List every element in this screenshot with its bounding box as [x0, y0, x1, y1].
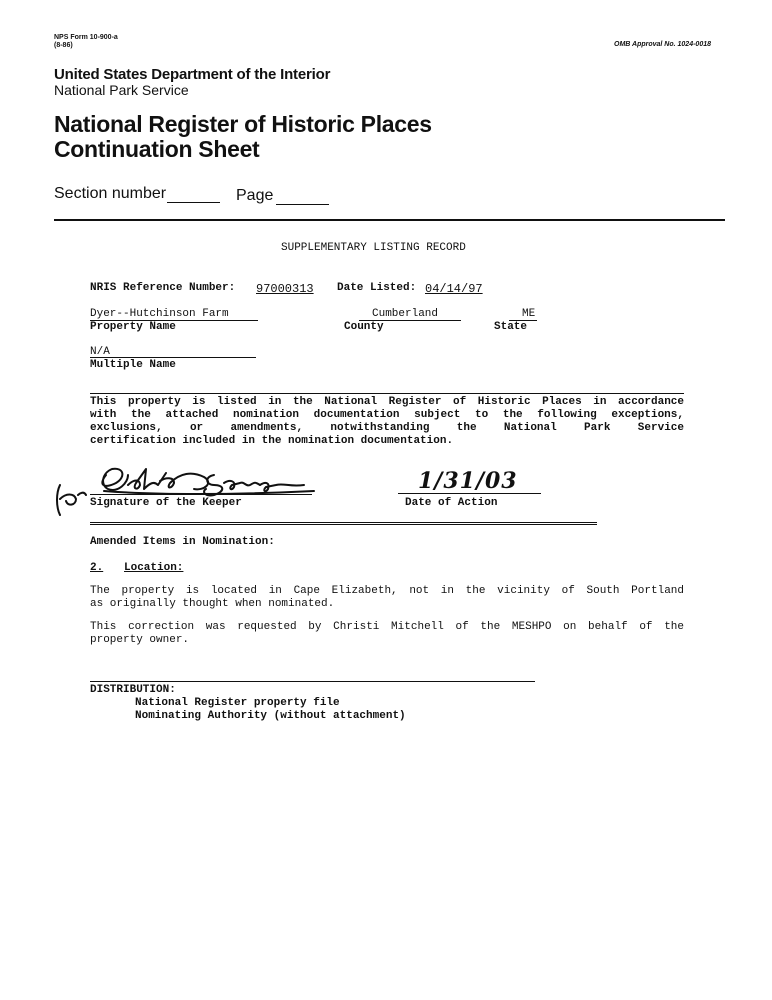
listing-statement — [90, 396, 684, 448]
date-of-action-label: Date of Action — [405, 497, 498, 509]
form-number — [54, 34, 118, 50]
distribution-heading: DISTRIBUTION: — [90, 684, 176, 696]
property-name-label: Property Name — [90, 321, 176, 333]
service-name: National Park Service — [54, 82, 189, 98]
distribution-rule — [90, 681, 535, 682]
amendment-1-line-1: The property is located in Cape Elizabeth, not in the vicinity of South Portland — [90, 585, 684, 597]
multiple-name-underline — [90, 357, 256, 358]
nris-label: NRIS Reference Number: — [90, 282, 236, 294]
page-label: Page — [236, 187, 274, 204]
county-value: Cumberland — [372, 308, 439, 320]
property-name-value: Dyer--Hutchinson Farm — [90, 308, 229, 320]
amendment-paragraph-1 — [90, 585, 684, 611]
amendment-2-line-2: property owner. — [90, 634, 190, 646]
state-label: State — [494, 321, 528, 333]
document-title: National Register of Historic Places — [54, 111, 432, 137]
nris-value: 97000313 — [256, 282, 314, 296]
item-title: Location: — [124, 562, 184, 574]
section-number-blank — [167, 202, 220, 203]
distribution-item: National Register property file — [135, 697, 340, 709]
county-label: County — [344, 321, 384, 333]
keeper-label: Signature of the Keeper — [90, 497, 242, 509]
page-number-blank — [276, 204, 329, 205]
keeper-signature — [54, 455, 324, 527]
form-date-text: (8-86) — [54, 42, 73, 49]
record-heading: SUPPLEMENTARY LISTING RECORD — [281, 242, 466, 254]
state-value: ME — [522, 308, 536, 320]
date-of-action-value: 1/31/03 — [418, 468, 518, 494]
signature-line — [90, 494, 312, 495]
omb-approval: OMB Approval No. 1024-0018 — [614, 41, 711, 48]
section-number-label: Section number — [54, 185, 167, 202]
statement-line-1: This property is listed in the National Register of Historic Places in accordance — [90, 396, 684, 408]
signature-separator — [90, 522, 597, 525]
department-name: United States Department of the Interior — [54, 66, 331, 83]
amended-items-heading: Amended Items in Nomination: — [90, 536, 275, 548]
amendment-paragraph-2 — [90, 621, 684, 647]
statement-rule — [90, 393, 684, 394]
date-listed-label: Date Listed: — [337, 282, 417, 294]
header-rule — [54, 219, 725, 221]
multiple-name-value: N/A — [90, 346, 110, 358]
date-listed-value: 04/14/97 — [425, 282, 483, 296]
statement-line-2: with the attached nomination documentation subject to the following exceptions, — [90, 409, 684, 421]
item-number: 2. — [90, 562, 104, 574]
multiple-name-label: Multiple Name — [90, 359, 176, 371]
amendment-2-line-1: This correction was requested by Christi Mitchell of the MESHPO on behalf of the — [90, 621, 684, 633]
date-of-action-line — [398, 493, 541, 494]
distribution-item: Nominating Authority (without attachment) — [135, 710, 406, 722]
statement-line-3: exclusions, or amendments, notwithstanding the National Park Service — [90, 422, 684, 434]
amendment-1-line-2: as originally thought when nominated. — [90, 598, 335, 610]
statement-line-4: certification included in the nomination documentation. — [90, 435, 454, 447]
form-number-text: NPS Form 10-900-a — [54, 34, 118, 41]
document-subtitle: Continuation Sheet — [54, 136, 260, 162]
